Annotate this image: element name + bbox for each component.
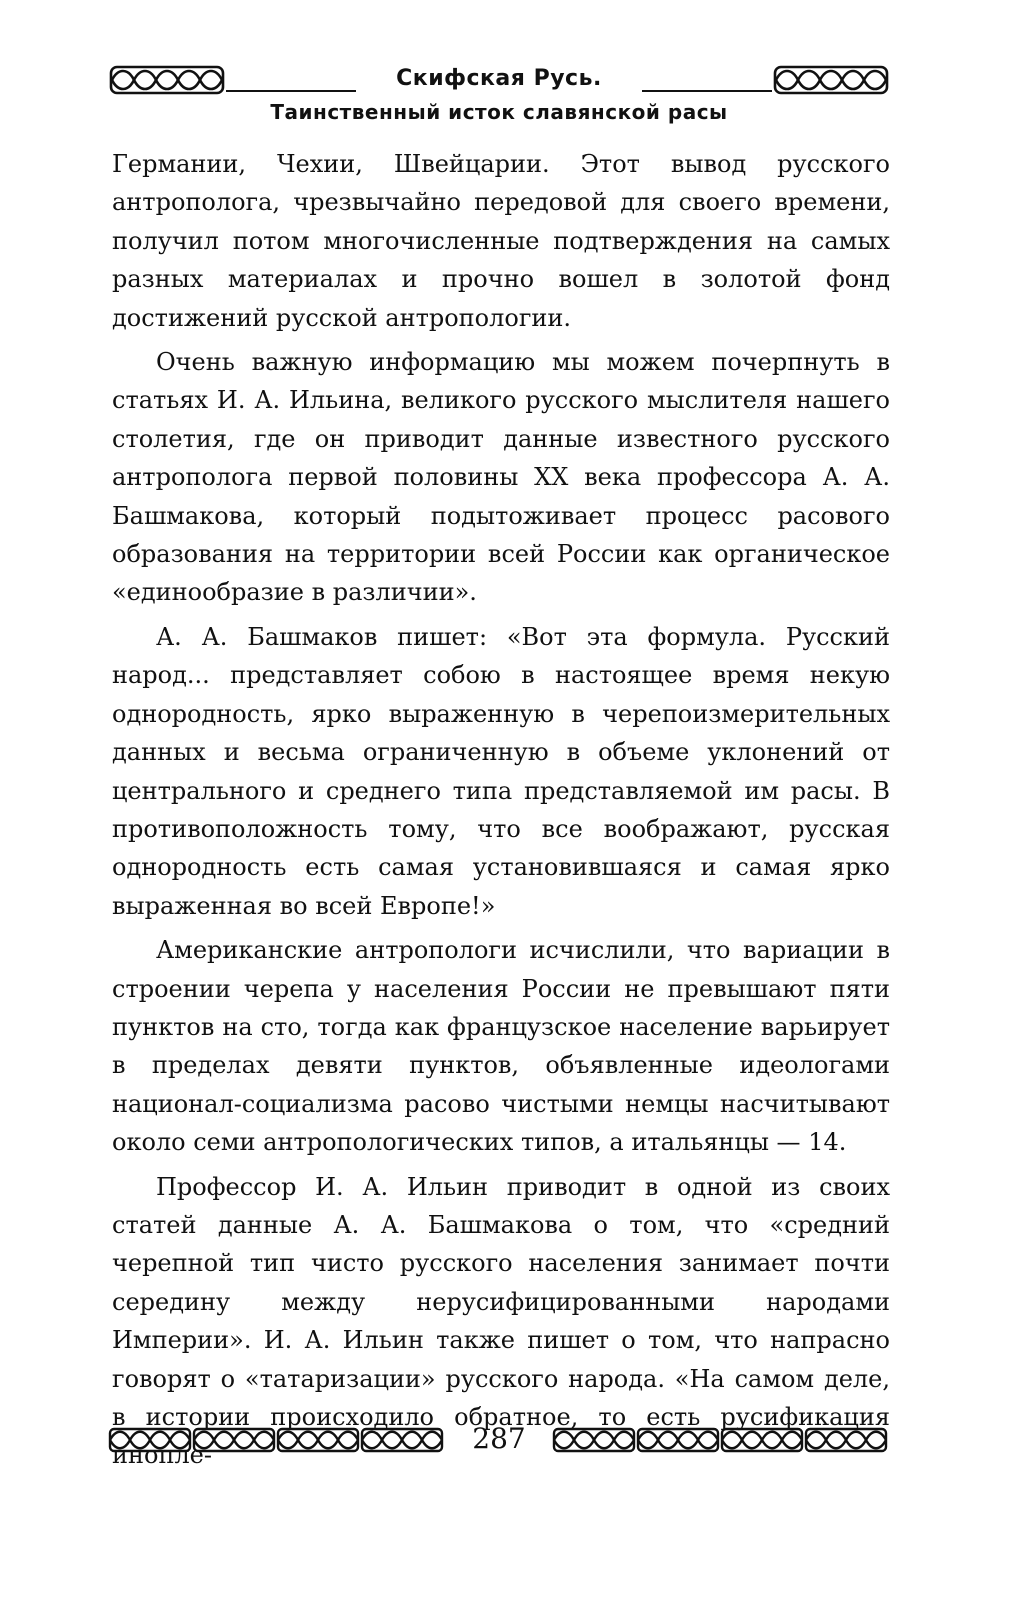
running-title: Скифская Русь. — [396, 66, 602, 91]
paragraph: Профессор И. А. Ильин приводит в одной из своих статей данные А. А. Башмакова о том, что «средний черепной тип чисто русского населения занимает почти середину между нерусифицированными народами Империи». И. А. Ильин также пишет о том, что напрасно говорят о «татаризации» русского народа. «На самом деле, в истории происходило обратное, то есть русификация инопле- — [112, 1172, 890, 1470]
paragraph: А. А. Башмаков пишет: «Вот эта формула. Русский народ... представляет собою в настоящее время некую однородность, ярко выраженную в черепоизмерительных данных и весьма ограниченную в объеме уклонений от центрального и среднего типа представляемой им расы. В противоположность тому, что все воображают, русская однородность есть самая установившаяся и самая ярко выраженная во всей Европе!» — [112, 622, 890, 920]
knot-ornament-icon — [772, 64, 890, 96]
paragraph: Американские антропологи исчислили, что вариации в строении черепа у населения России не превышают пяти пунктов на сто, тогда как французское население варьирует в пределах девяти пунктов, объявленные идеологами национал-социализма расово чистыми немцы насчитывают около семи антропологических типов, а итальянцы — 14. — [112, 936, 890, 1157]
page-number: 287 — [472, 1422, 526, 1455]
knot-border-icon — [552, 1426, 890, 1454]
page-footer — [108, 1420, 890, 1460]
running-header — [108, 62, 890, 134]
body-text — [112, 145, 890, 1475]
paragraph: Очень важную информацию мы можем почерпнуть в статьях И. А. Ильина, великого русского мыслителя нашего столетия, где он приводит данные известного русского антрополога первой половины XX века профессора А. А. Башмакова, который подытоживает процесс расового образования на территории всей России как органическое «единообразие в различии». — [112, 348, 890, 607]
running-subtitle: Таинственный исток славянской расы — [270, 100, 728, 124]
paragraph: Германии, Чехии, Швейцарии. Этот вывод русского антрополога, чрезвычайно передовой для своего времени, получил потом многочисленные подтверждения на самых разных материалах и прочно вошел в золотой фонд достижений русской антропологии. — [112, 150, 890, 332]
header-rule-right — [642, 90, 772, 92]
